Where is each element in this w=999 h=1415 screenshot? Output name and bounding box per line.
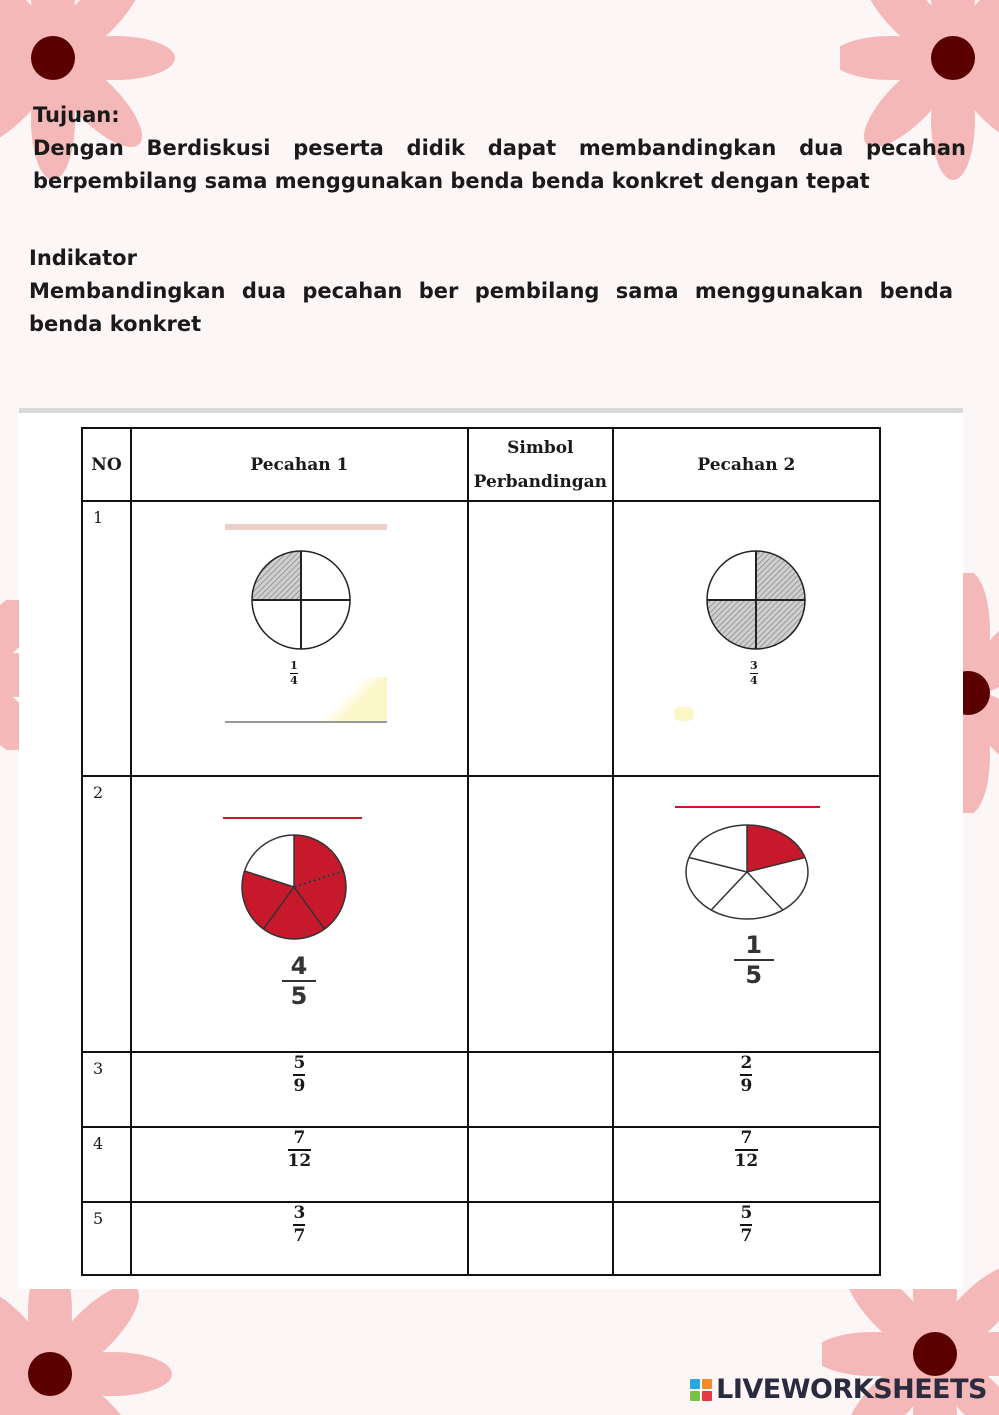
denominator: 4 [290,674,298,687]
numerator: 4 [290,952,308,980]
fraction-label [735,1129,759,1171]
image-top-line [675,806,820,808]
fraction-label [288,1129,312,1171]
pecahan-2-cell [613,776,880,1052]
header-pecahan-1: Pecahan 1 [131,428,468,501]
image-top-strip [225,524,387,530]
denominator: 5 [290,982,308,1010]
tujuan-heading: Tujuan: [33,103,120,127]
table-header-row [82,428,880,501]
denominator: 7 [740,1226,753,1246]
tujuan-line-2: berpembilang sama menggunakan benda benda konkret dengan tepat [33,169,870,193]
row-number: 1 [82,501,131,776]
image-bottom-line [225,721,387,723]
yellow-smudge [674,707,694,721]
pecahan-1-cell [131,1202,468,1275]
numerator: 7 [293,1128,306,1148]
worksheet-sheet [19,408,963,1289]
tujuan-section [33,99,966,198]
numerator: 1 [290,659,298,672]
denominator: 12 [287,1151,312,1171]
fraction-label [293,1204,305,1246]
liveworksheets-logo[interactable] [690,1374,987,1405]
pie-four-fifths-red-illustration [240,833,348,941]
tujuan-line-1: Dengan Berdiskusi peserta didik dapat membandingkan dua pecahan [33,136,966,160]
header-simbol-perbandingan [468,428,613,501]
pie-one-fifth-red-illustration [684,823,810,921]
pecahan-1-cell [131,1127,468,1202]
fraction-label [290,654,298,687]
row-number: 3 [82,1052,131,1127]
pecahan-2-cell [613,1202,880,1275]
header-no: NO [82,428,131,501]
fraction-label [740,1054,752,1096]
fraction-label [734,932,774,988]
fraction-label [740,1204,752,1246]
pecahan-2-cell [613,1052,880,1127]
pecahan-1-cell [131,776,468,1052]
symbol-input-cell[interactable] [468,1127,613,1202]
table-row [82,1127,880,1202]
denominator: 4 [749,674,758,687]
denominator: 9 [293,1076,306,1096]
circle-three-quarters-shaded-illustration [705,549,807,651]
denominator: 7 [293,1226,306,1246]
symbol-input-cell[interactable] [468,1052,613,1127]
fraction-label [750,654,758,687]
pecahan-2-cell [613,501,880,776]
symbol-input-cell[interactable] [468,1202,613,1275]
indikator-line-1: Membandingkan dua pecahan ber pembilang sama menggunakan benda [29,279,953,303]
circle-quarter-shaded-illustration [250,549,352,651]
header-simbol-line-2: Perbandingan [473,471,607,492]
image-top-line [223,817,362,819]
denominator: 5 [745,961,763,989]
denominator: 12 [734,1151,759,1171]
fraction-comparison-table [81,427,881,1276]
header-simbol-line-1: Simbol [507,437,574,458]
fraction-label [282,953,316,1009]
pecahan-1-cell [131,1052,468,1127]
indikator-heading: Indikator [29,246,137,270]
pecahan-2-cell [613,1127,880,1202]
fraction-label [293,1054,305,1096]
table-row [82,1202,880,1275]
row-number: 5 [82,1202,131,1275]
liveworksheets-logo-icon [690,1379,712,1401]
numerator: 1 [745,931,763,959]
table-row [82,501,880,776]
yellow-smudge [317,677,387,722]
numerator: 3 [293,1203,306,1223]
pecahan-1-cell [131,501,468,776]
denominator: 9 [740,1076,753,1096]
numerator: 5 [740,1203,753,1223]
symbol-input-cell[interactable] [468,776,613,1052]
liveworksheets-logo-text: LIVEWORKSHEETS [716,1374,987,1405]
numerator: 7 [740,1128,753,1148]
indikator-line-2: benda konkret [29,312,202,336]
numerator: 5 [293,1053,306,1073]
header-pecahan-2: Pecahan 2 [613,428,880,501]
row-number: 2 [82,776,131,1052]
table-row [82,776,880,1052]
numerator: 2 [740,1053,753,1073]
numerator: 3 [749,659,758,672]
table-row [82,1052,880,1127]
indikator-section [29,242,953,341]
symbol-input-cell[interactable] [468,501,613,776]
row-number: 4 [82,1127,131,1202]
